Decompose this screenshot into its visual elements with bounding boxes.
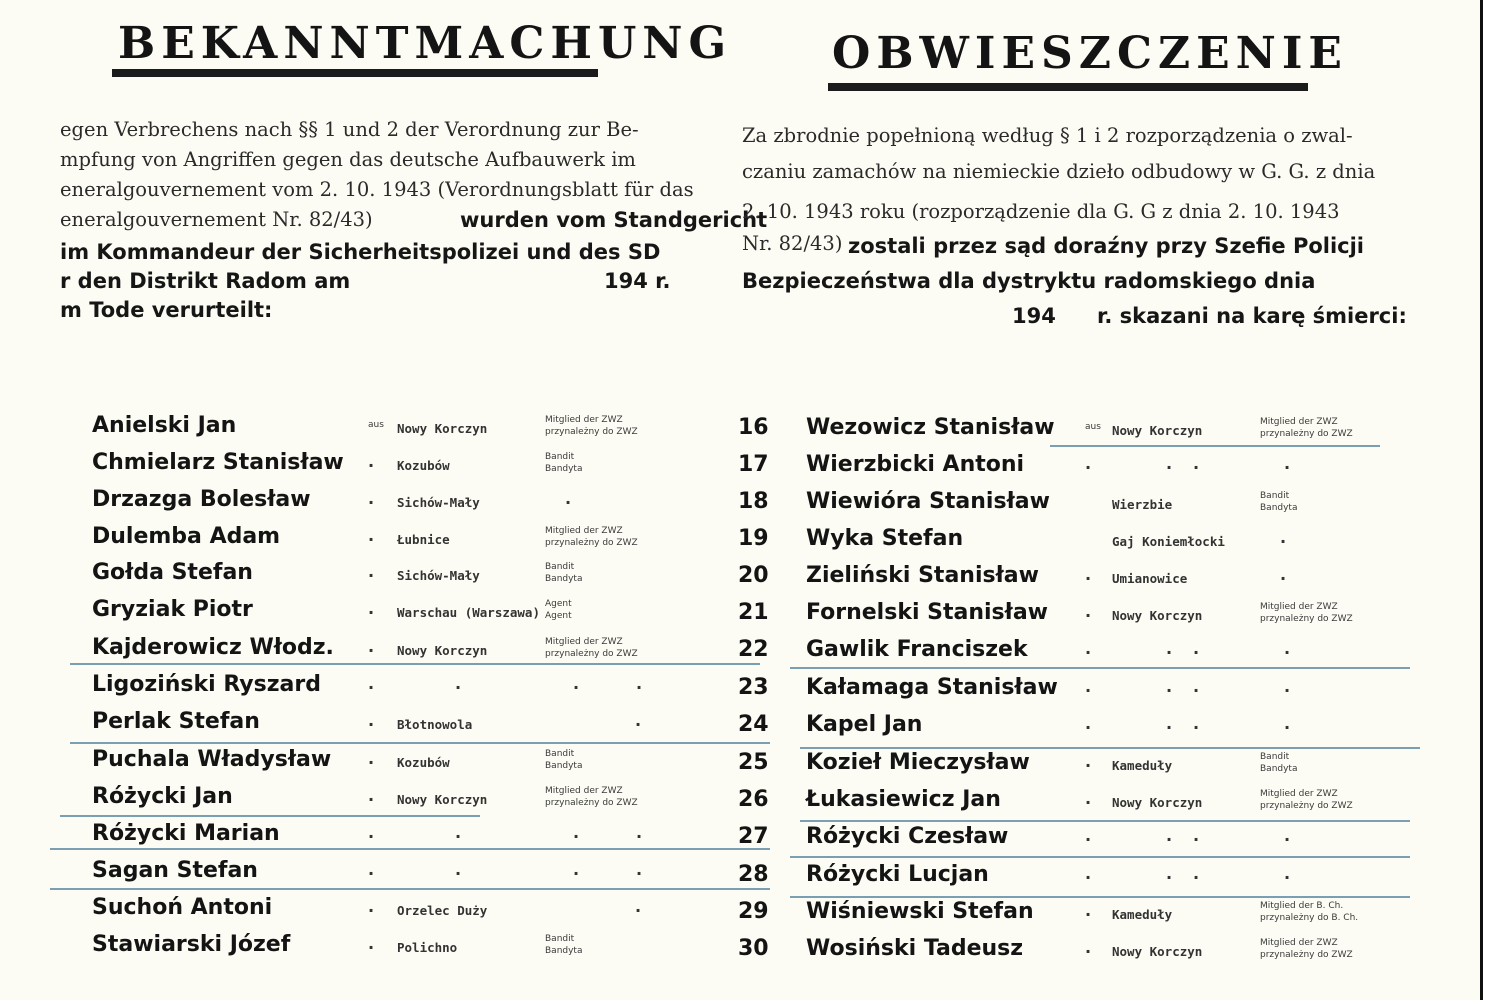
person-name: Perlak Stefan bbox=[92, 709, 260, 734]
place-name: Nowy Korczyn bbox=[1112, 423, 1203, 438]
german-intro-line: egen Verbrechens nach §§ 1 und 2 der Verordnung zur Be- bbox=[60, 118, 639, 141]
polish-year: 194 bbox=[1012, 304, 1056, 328]
place-name: Sichów-Mały bbox=[397, 568, 480, 583]
status-line: Bandyta bbox=[1260, 503, 1298, 513]
ditto-mark: . bbox=[573, 860, 580, 879]
ditto-mark: . bbox=[1284, 714, 1291, 733]
scan-streak bbox=[50, 848, 770, 850]
ditto-mark: . bbox=[1166, 677, 1173, 696]
scan-streak bbox=[1050, 445, 1380, 447]
ditto-mark: . bbox=[455, 860, 462, 879]
place-name: Nowy Korczyn bbox=[1112, 795, 1203, 810]
ditto-mark: . bbox=[455, 674, 462, 693]
status-line: przynależny do ZWZ bbox=[1260, 429, 1353, 439]
ditto-mark: . bbox=[1085, 454, 1092, 473]
person-name: Wezowicz Stanisław bbox=[806, 415, 1055, 440]
status-line: Bandit bbox=[1260, 752, 1290, 762]
place-name: Gaj Koniemłocki bbox=[1112, 534, 1225, 549]
ditto-mark: . bbox=[1085, 677, 1092, 696]
person-name: Chmielarz Stanisław bbox=[92, 450, 344, 475]
ditto-mark: . bbox=[368, 749, 375, 768]
ditto-mark: . bbox=[1280, 565, 1287, 584]
scan-streak bbox=[60, 815, 480, 817]
row-number: 30 bbox=[738, 936, 769, 961]
scan-streak bbox=[790, 896, 1410, 898]
polish-bold-line: Bezpieczeństwa dla dystryktu radomskiego dnia bbox=[742, 269, 1316, 293]
status-line: Mitglied der ZWZ bbox=[1260, 938, 1338, 948]
german-year: 194 r. bbox=[604, 269, 671, 293]
ditto-mark: . bbox=[1193, 826, 1200, 845]
ditto-mark: . bbox=[636, 674, 643, 693]
place-name: Kozubów bbox=[397, 755, 450, 770]
ditto-mark: . bbox=[1284, 454, 1291, 473]
status-line: Bandyta bbox=[545, 464, 583, 474]
scan-streak bbox=[790, 667, 1410, 669]
place-name: Błotnowola bbox=[397, 717, 473, 732]
scan-streak bbox=[70, 663, 760, 665]
person-name: Różycki Jan bbox=[92, 784, 233, 809]
polish-intro-line: 2. 10. 1943 roku (rozporządzenie dla G. G z dnia 2. 10. 1943 bbox=[742, 200, 1340, 223]
person-name: Kałamaga Stanisław bbox=[806, 675, 1058, 700]
ditto-mark: . bbox=[1193, 677, 1200, 696]
ditto-mark: . bbox=[1085, 826, 1092, 845]
place-name: Nowy Korczyn bbox=[397, 792, 488, 807]
person-name: Sagan Stefan bbox=[92, 858, 258, 883]
place-name: Sichów-Mały bbox=[397, 495, 480, 510]
status-line: Bandyta bbox=[545, 574, 583, 584]
ditto-mark: . bbox=[635, 711, 642, 730]
ditto-mark: . bbox=[1193, 454, 1200, 473]
place-name: Orzelec Duży bbox=[397, 903, 488, 918]
status-line: Bandit bbox=[545, 562, 575, 572]
row-number: 28 bbox=[738, 862, 769, 887]
person-name: Stawiarski Józef bbox=[92, 932, 291, 957]
row-number: 22 bbox=[738, 637, 769, 662]
ditto-mark: . bbox=[565, 489, 572, 508]
status-line: Bandit bbox=[545, 934, 575, 944]
scan-streak bbox=[800, 820, 1410, 822]
person-name: Różycki Lucjan bbox=[806, 862, 989, 887]
ditto-mark: . bbox=[636, 823, 643, 842]
ditto-mark: . bbox=[368, 934, 375, 953]
person-name: Wosiński Tadeusz bbox=[806, 936, 1024, 961]
ditto-mark: . bbox=[1085, 752, 1092, 771]
row-number: 25 bbox=[738, 750, 769, 775]
ditto-mark: . bbox=[1193, 714, 1200, 733]
ditto-mark: . bbox=[635, 897, 642, 916]
polish-title: OBWIESZCZENIE bbox=[832, 28, 1348, 79]
place-name: Nowy Korczyn bbox=[1112, 944, 1203, 959]
row-number: 16 bbox=[738, 415, 769, 440]
ditto-mark: . bbox=[1166, 454, 1173, 473]
ditto-mark: . bbox=[1166, 826, 1173, 845]
row-number: 29 bbox=[738, 899, 769, 924]
row-number: 18 bbox=[738, 489, 769, 514]
ditto-mark: . bbox=[1085, 789, 1092, 808]
ditto-mark: . bbox=[1284, 677, 1291, 696]
person-name: Gawlik Franciszek bbox=[806, 637, 1028, 662]
status-line: przynależny do ZWZ bbox=[545, 649, 638, 659]
person-name: Wiewióra Stanisław bbox=[806, 489, 1050, 514]
person-name: Fornelski Stanisław bbox=[806, 600, 1048, 625]
polish-intro-ending: zostali przez sąd doraźny przy Szefie Policji bbox=[848, 234, 1365, 258]
ditto-mark: . bbox=[1284, 826, 1291, 845]
status-line: Mitglied der B. Ch. bbox=[1260, 901, 1344, 911]
status-line: Agent bbox=[545, 599, 572, 609]
status-line: przynależny do ZWZ bbox=[1260, 950, 1353, 960]
person-name: Zieliński Stanisław bbox=[806, 563, 1039, 588]
polish-intro-line: Nr. 82/43) bbox=[742, 232, 843, 255]
status-line: przynależny do ZWZ bbox=[545, 798, 638, 808]
ditto-mark: . bbox=[368, 489, 375, 508]
scan-streak bbox=[800, 747, 1420, 749]
status-line: Mitglied der ZWZ bbox=[545, 415, 623, 425]
row-number: 21 bbox=[738, 600, 769, 625]
status-line: Bandyta bbox=[545, 946, 583, 956]
row-number: 20 bbox=[738, 563, 769, 588]
place-name: Umianowice bbox=[1112, 571, 1188, 586]
ditto-mark: . bbox=[368, 562, 375, 581]
ditto-mark: . bbox=[1166, 639, 1173, 658]
ditto-mark: . bbox=[368, 823, 375, 842]
ditto-mark: . bbox=[1166, 864, 1173, 883]
row-number: 24 bbox=[738, 712, 769, 737]
status-line: przynależny do ZWZ bbox=[545, 427, 638, 437]
status-line: Mitglied der ZWZ bbox=[1260, 417, 1338, 427]
ditto-mark: . bbox=[368, 452, 375, 471]
german-intro-line: mpfung von Angriffen gegen das deutsche Aufbauwerk im bbox=[60, 148, 636, 171]
polish-closing: r. skazani na karę śmierci: bbox=[1097, 304, 1407, 328]
german-title-underline bbox=[112, 69, 598, 77]
ditto-mark: . bbox=[1284, 864, 1291, 883]
row-number: 27 bbox=[738, 824, 769, 849]
ditto-mark: . bbox=[1085, 714, 1092, 733]
row-number: 26 bbox=[738, 787, 769, 812]
person-name: Drzazga Bolesław bbox=[92, 487, 311, 512]
status-line: przynależny do B. Ch. bbox=[1260, 913, 1359, 923]
person-name: Suchoń Antoni bbox=[92, 895, 273, 920]
ditto-mark: . bbox=[455, 823, 462, 842]
person-name: Kozieł Mieczysław bbox=[806, 750, 1030, 775]
status-line: Bandit bbox=[1260, 491, 1290, 501]
ditto-mark: . bbox=[573, 674, 580, 693]
scan-streak bbox=[50, 888, 770, 890]
status-line: Mitglied der ZWZ bbox=[1260, 602, 1338, 612]
status-line: Agent bbox=[545, 611, 572, 621]
person-name: Puchala Władysław bbox=[92, 747, 332, 772]
ditto-mark: . bbox=[1085, 938, 1092, 957]
german-title: BEKANNTMACHUNG bbox=[118, 18, 733, 69]
place-name: Kameduły bbox=[1112, 758, 1173, 773]
german-intro-line: eneralgouvernement Nr. 82/43) bbox=[60, 208, 373, 231]
ditto-mark: . bbox=[1193, 639, 1200, 658]
person-name: Ligoziński Ryszard bbox=[92, 672, 321, 697]
place-name: Nowy Korczyn bbox=[397, 643, 488, 658]
person-name: Kapel Jan bbox=[806, 712, 923, 737]
status-line: Mitglied der ZWZ bbox=[545, 637, 623, 647]
place-name: Polichno bbox=[397, 940, 458, 955]
place-name: Nowy Korczyn bbox=[1112, 608, 1203, 623]
german-intro-ending: wurden vom Standgericht bbox=[460, 208, 768, 232]
status-line: Mitglied der ZWZ bbox=[545, 526, 623, 536]
row-number: 19 bbox=[738, 526, 769, 551]
ditto-mark: . bbox=[1284, 639, 1291, 658]
place-name: Nowy Korczyn bbox=[397, 421, 488, 436]
ditto-mark: . bbox=[573, 823, 580, 842]
german-bold-line: im Kommandeur der Sicherheitspolizei und des SD bbox=[60, 240, 661, 264]
ditto-mark: . bbox=[368, 674, 375, 693]
status-line: przynależny do ZWZ bbox=[1260, 614, 1353, 624]
person-name: Łukasiewicz Jan bbox=[806, 787, 1001, 812]
place-name: Wierzbie bbox=[1112, 497, 1173, 512]
ditto-mark: . bbox=[1280, 528, 1287, 547]
person-name: Wyka Stefan bbox=[806, 526, 964, 551]
row-number: 23 bbox=[738, 675, 769, 700]
polish-intro-line: czaniu zamachów na niemieckie dzieło odbudowy w G. G. z dnia bbox=[742, 160, 1376, 183]
ditto-mark: . bbox=[1085, 864, 1092, 883]
ditto-mark: . bbox=[1166, 714, 1173, 733]
person-name: Wiśniewski Stefan bbox=[806, 899, 1034, 924]
ditto-mark: . bbox=[368, 526, 375, 545]
place-name: Warschau (Warszawa) bbox=[397, 605, 540, 620]
person-name: Kajderowicz Włodz. bbox=[92, 635, 334, 660]
status-line: przynależny do ZWZ bbox=[545, 538, 638, 548]
place-name: Kozubów bbox=[397, 458, 450, 473]
person-name: Wierzbicki Antoni bbox=[806, 452, 1025, 477]
aus-label: aus bbox=[1085, 422, 1101, 432]
person-name: Gołda Stefan bbox=[92, 560, 253, 585]
row-number: 17 bbox=[738, 452, 769, 477]
status-line: Bandyta bbox=[1260, 764, 1298, 774]
person-name: Gryziak Piotr bbox=[92, 597, 253, 622]
place-name: Łubnice bbox=[397, 532, 450, 547]
scan-streak bbox=[790, 856, 1410, 858]
status-line: Bandit bbox=[545, 452, 575, 462]
person-name: Różycki Czesław bbox=[806, 824, 1009, 849]
person-name: Dulemba Adam bbox=[92, 524, 281, 549]
ditto-mark: . bbox=[1085, 602, 1092, 621]
ditto-mark: . bbox=[636, 860, 643, 879]
ditto-mark: . bbox=[368, 860, 375, 879]
place-name: Kameduły bbox=[1112, 907, 1173, 922]
status-line: Bandyta bbox=[545, 761, 583, 771]
ditto-mark: . bbox=[368, 711, 375, 730]
ditto-mark: . bbox=[1085, 639, 1092, 658]
german-intro-line: eneralgouvernement vom 2. 10. 1943 (Verordnungsblatt für das bbox=[60, 178, 694, 201]
aus-label: aus bbox=[368, 420, 384, 430]
ditto-mark: . bbox=[368, 599, 375, 618]
german-bold-line: r den Distrikt Radom am bbox=[60, 269, 351, 293]
status-line: przynależny do ZWZ bbox=[1260, 801, 1353, 811]
ditto-mark: . bbox=[368, 897, 375, 916]
ditto-mark: . bbox=[1085, 901, 1092, 920]
status-line: Mitglied der ZWZ bbox=[545, 786, 623, 796]
scan-streak bbox=[70, 742, 770, 744]
scan-border bbox=[1480, 0, 1500, 1000]
ditto-mark: . bbox=[368, 786, 375, 805]
german-bold-line: m Tode verurteilt: bbox=[60, 298, 273, 322]
ditto-mark: . bbox=[368, 637, 375, 656]
person-name: Różycki Marian bbox=[92, 821, 280, 846]
person-name: Anielski Jan bbox=[92, 413, 237, 438]
status-line: Mitglied der ZWZ bbox=[1260, 789, 1338, 799]
polish-intro-line: Za zbrodnie popełnioną według § 1 i 2 rozporządzenia o zwal- bbox=[742, 124, 1353, 147]
polish-title-underline bbox=[828, 83, 1308, 91]
status-line: Bandit bbox=[545, 749, 575, 759]
ditto-mark: . bbox=[1193, 864, 1200, 883]
ditto-mark: . bbox=[1085, 565, 1092, 584]
